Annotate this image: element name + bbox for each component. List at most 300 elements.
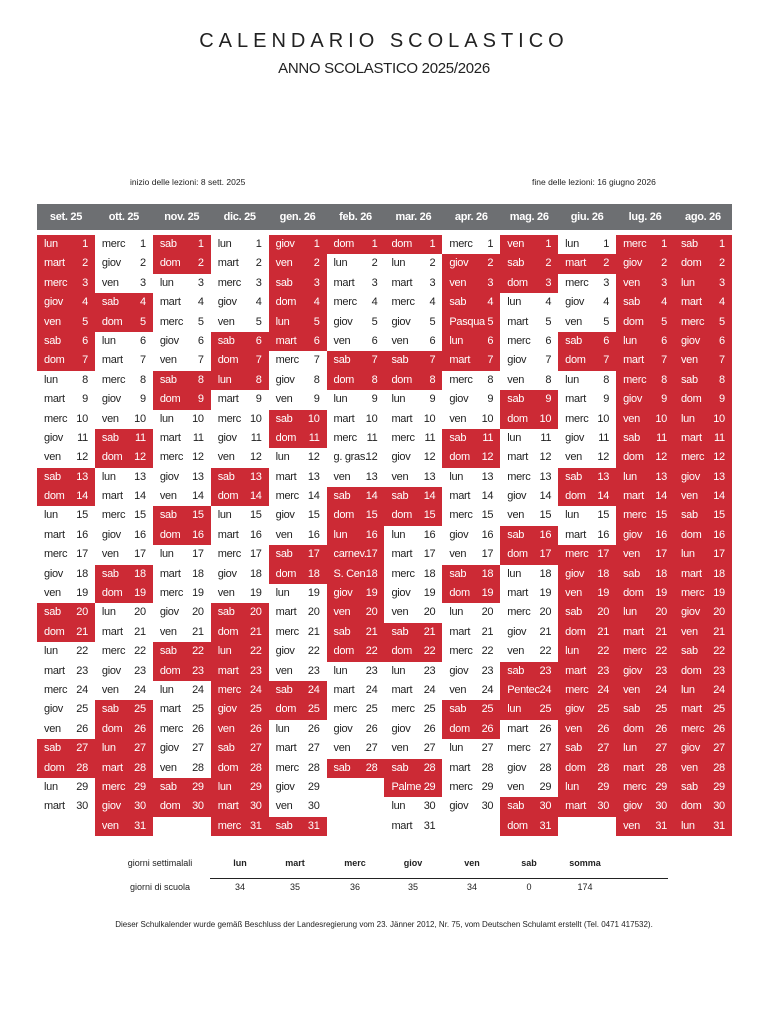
weekday-label: lun bbox=[391, 800, 406, 813]
day-number: 31 bbox=[713, 819, 725, 832]
day-number: 19 bbox=[655, 587, 667, 600]
day-cell bbox=[500, 681, 558, 700]
weekday-label: dom bbox=[623, 587, 644, 600]
day-number: 6 bbox=[429, 334, 436, 347]
day-number: 19 bbox=[597, 587, 610, 600]
day-cell bbox=[153, 720, 211, 739]
weekday-label: ven bbox=[507, 780, 525, 793]
day-number: 13 bbox=[423, 470, 436, 483]
day-number: 6 bbox=[661, 334, 667, 347]
day-cell bbox=[384, 332, 442, 351]
weekday-label: giov bbox=[680, 470, 700, 483]
day-number: 15 bbox=[597, 509, 610, 522]
day-number: 4 bbox=[371, 296, 378, 309]
day-cell bbox=[674, 817, 732, 836]
day-cell bbox=[153, 642, 211, 661]
weekday-label: mart bbox=[44, 393, 65, 406]
weekday-label: dom bbox=[333, 238, 355, 250]
day-number: 24 bbox=[539, 683, 552, 696]
weekday-label: giov bbox=[565, 703, 585, 716]
weekday-label: sab bbox=[449, 296, 467, 309]
weekday-label: dom bbox=[623, 315, 644, 328]
weekday-label: lun bbox=[623, 606, 637, 619]
month-header: apr. 26 bbox=[454, 211, 488, 223]
day-number: 8 bbox=[313, 373, 320, 386]
month-column bbox=[37, 235, 95, 836]
day-number: 23 bbox=[423, 664, 436, 677]
day-cell bbox=[442, 797, 500, 816]
day-number: 18 bbox=[76, 567, 88, 580]
day-number: 23 bbox=[249, 664, 262, 677]
day-number: 24 bbox=[365, 683, 378, 696]
day-cell bbox=[269, 797, 327, 816]
weekday-label: ven bbox=[449, 683, 467, 696]
day-number: 26 bbox=[365, 722, 378, 735]
weekday-label: giov bbox=[44, 567, 63, 580]
month-column bbox=[500, 235, 558, 836]
day-number: 17 bbox=[597, 548, 610, 561]
day-number: 1 bbox=[82, 238, 88, 250]
day-cell bbox=[616, 797, 674, 816]
weekday-label: merc bbox=[449, 509, 473, 522]
day-cell bbox=[558, 506, 616, 525]
day-cell bbox=[269, 662, 327, 681]
weekday-label: dom bbox=[507, 548, 528, 561]
day-number: 24 bbox=[481, 683, 494, 696]
weekday-label: lun bbox=[217, 373, 232, 386]
day-cell bbox=[95, 526, 153, 545]
day-number: 22 bbox=[539, 645, 552, 658]
day-cell bbox=[674, 584, 732, 603]
weekday-label: merc bbox=[507, 606, 531, 619]
day-number: 26 bbox=[713, 722, 725, 735]
weekday-label: lun bbox=[101, 742, 116, 755]
weekday-label: dom bbox=[101, 315, 123, 328]
month-column bbox=[616, 235, 674, 836]
day-cell bbox=[37, 720, 95, 739]
day-number: 9 bbox=[313, 393, 320, 406]
weekday-label: ven bbox=[275, 528, 293, 541]
weekday-label: mart bbox=[623, 354, 644, 367]
weekday-label: lun bbox=[391, 528, 406, 541]
day-number: 3 bbox=[371, 276, 378, 289]
weekday-label: dom bbox=[507, 276, 528, 289]
day-number: 25 bbox=[481, 703, 494, 716]
day-number: 10 bbox=[192, 412, 204, 425]
day-number: 29 bbox=[539, 780, 552, 793]
weekday-label: lun bbox=[680, 276, 695, 289]
day-cell bbox=[95, 720, 153, 739]
weekday-label: lun bbox=[391, 664, 406, 677]
day-number: 7 bbox=[197, 354, 204, 367]
day-cell bbox=[442, 526, 500, 545]
weekday-label: dom bbox=[565, 761, 586, 774]
day-cell bbox=[558, 332, 616, 351]
weekday-label: dom bbox=[391, 509, 412, 522]
weekday-label: merc bbox=[101, 780, 126, 793]
weekday-label: giov bbox=[680, 606, 700, 619]
day-number: 25 bbox=[307, 703, 320, 716]
weekday-label: dom bbox=[333, 645, 355, 658]
weekday-label: merc bbox=[680, 315, 705, 328]
day-cell bbox=[153, 545, 211, 564]
day-cell bbox=[442, 235, 500, 254]
day-cell bbox=[500, 623, 558, 642]
day-number: 12 bbox=[713, 451, 725, 464]
weekday-label: mart bbox=[275, 470, 297, 483]
day-number: 6 bbox=[487, 334, 494, 347]
weekday-label: sab bbox=[159, 238, 177, 250]
day-cell bbox=[558, 254, 616, 273]
weekday-label: giov bbox=[44, 296, 63, 309]
day-number: 5 bbox=[313, 315, 320, 328]
day-number: 27 bbox=[539, 742, 552, 755]
day-cell bbox=[558, 603, 616, 622]
day-number: 2 bbox=[487, 257, 494, 270]
day-number: 19 bbox=[134, 587, 146, 600]
day-number: 6 bbox=[603, 334, 610, 347]
day-cell bbox=[269, 468, 327, 487]
day-number: 28 bbox=[713, 761, 725, 774]
day-number: 14 bbox=[481, 490, 494, 503]
day-number: 27 bbox=[365, 742, 378, 755]
weekday-label: g. gras. bbox=[333, 451, 368, 464]
day-cell bbox=[384, 817, 442, 836]
day-number: 10 bbox=[481, 412, 494, 425]
weekday-label: mart bbox=[449, 761, 471, 774]
day-cell bbox=[616, 623, 674, 642]
day-cell bbox=[442, 720, 500, 739]
day-number: 3 bbox=[545, 276, 552, 289]
month-column bbox=[327, 235, 385, 836]
weekday-label: giov bbox=[275, 373, 295, 386]
day-number: 22 bbox=[481, 645, 494, 658]
weekday-label: ven bbox=[101, 276, 119, 289]
weekday-label: dom bbox=[159, 257, 181, 270]
day-cell bbox=[500, 603, 558, 622]
day-cell bbox=[37, 448, 95, 467]
day-number: 9 bbox=[545, 393, 552, 406]
stats-header-5: sab bbox=[521, 858, 537, 868]
weekday-label: mart bbox=[217, 528, 239, 541]
day-number: 11 bbox=[192, 431, 204, 444]
weekday-label: dom bbox=[275, 567, 297, 580]
weekday-label: merc bbox=[275, 761, 299, 774]
weekday-label: sab bbox=[680, 645, 698, 658]
day-cell bbox=[153, 681, 211, 700]
day-number: 25 bbox=[192, 703, 204, 716]
weekday-label: merc bbox=[565, 412, 589, 425]
weekday-label: sab bbox=[275, 683, 293, 696]
weekday-label: giov bbox=[159, 334, 179, 347]
day-number: 31 bbox=[249, 819, 262, 832]
weekday-label: sab bbox=[101, 296, 119, 309]
day-number: 16 bbox=[365, 528, 378, 541]
day-number: 20 bbox=[539, 606, 552, 619]
day-cell bbox=[384, 351, 442, 370]
day-cell bbox=[153, 565, 211, 584]
weekday-label: lun bbox=[217, 509, 232, 522]
weekday-label: giov bbox=[217, 567, 237, 580]
day-cell bbox=[442, 351, 500, 370]
day-cell bbox=[674, 293, 732, 312]
day-number: 30 bbox=[655, 800, 667, 813]
weekday-label: sab bbox=[507, 800, 525, 813]
day-cell bbox=[384, 448, 442, 467]
weekday-label: dom bbox=[623, 451, 644, 464]
weekday-label: ven bbox=[391, 334, 409, 347]
weekday-label: giov bbox=[507, 625, 527, 638]
weekday-label: merc bbox=[101, 238, 126, 250]
day-number: 19 bbox=[192, 587, 204, 600]
day-number: 3 bbox=[719, 276, 725, 289]
day-number: 20 bbox=[134, 606, 146, 619]
day-cell bbox=[95, 235, 153, 254]
day-number: 13 bbox=[481, 470, 494, 483]
day-cell bbox=[95, 797, 153, 816]
day-cell bbox=[327, 739, 385, 758]
weekday-label: mart bbox=[44, 800, 65, 813]
weekday-label: sab bbox=[680, 238, 698, 250]
day-number: 14 bbox=[134, 490, 146, 503]
day-cell bbox=[674, 448, 732, 467]
day-number: 27 bbox=[597, 742, 610, 755]
day-cell bbox=[674, 429, 732, 448]
day-number: 16 bbox=[597, 528, 610, 541]
day-cell bbox=[616, 739, 674, 758]
day-cell bbox=[95, 351, 153, 370]
day-number: 10 bbox=[307, 412, 320, 425]
month-column bbox=[153, 235, 211, 836]
day-cell bbox=[500, 642, 558, 661]
month-column bbox=[442, 235, 500, 836]
day-cell bbox=[153, 235, 211, 254]
weekday-label: giov bbox=[275, 780, 295, 793]
day-cell bbox=[327, 720, 385, 739]
weekday-label: merc bbox=[44, 276, 68, 289]
day-cell bbox=[442, 429, 500, 448]
weekday-label: sab bbox=[391, 354, 409, 367]
day-number: 2 bbox=[661, 257, 667, 270]
weekday-label: mart bbox=[507, 722, 529, 735]
day-number: 2 bbox=[139, 257, 146, 270]
month-header: set. 25 bbox=[49, 211, 83, 223]
day-cell bbox=[500, 720, 558, 739]
day-number: 19 bbox=[76, 587, 88, 600]
day-number: 8 bbox=[429, 373, 436, 386]
day-number: 5 bbox=[82, 315, 88, 328]
weekday-label: mart bbox=[101, 354, 123, 367]
day-cell bbox=[327, 371, 385, 390]
day-cell bbox=[384, 390, 442, 409]
page-title: CALENDARIO SCOLASTICO bbox=[199, 30, 569, 52]
weekday-label: ven bbox=[101, 683, 119, 696]
weekday-label: merc bbox=[449, 645, 473, 658]
day-cell bbox=[384, 313, 442, 332]
day-cell bbox=[153, 487, 211, 506]
day-cell bbox=[616, 390, 674, 409]
day-number: 15 bbox=[481, 509, 494, 522]
weekday-label: lun bbox=[217, 780, 232, 793]
day-cell bbox=[442, 506, 500, 525]
day-number: 6 bbox=[719, 334, 725, 347]
day-number: 29 bbox=[76, 780, 88, 793]
day-cell bbox=[500, 778, 558, 797]
day-cell bbox=[269, 817, 327, 836]
weekday-label: dom bbox=[449, 451, 470, 464]
day-cell bbox=[211, 468, 269, 487]
day-number: 21 bbox=[76, 625, 88, 638]
day-number: 21 bbox=[655, 625, 667, 638]
day-number: 29 bbox=[249, 780, 262, 793]
day-cell bbox=[211, 313, 269, 332]
weekday-label: sab bbox=[159, 373, 177, 386]
day-cell bbox=[327, 506, 385, 525]
weekday-label: sab bbox=[275, 819, 293, 832]
weekday-label: giov bbox=[391, 587, 411, 600]
day-number: 15 bbox=[713, 509, 725, 522]
day-number: 8 bbox=[545, 373, 552, 386]
weekday-label: dom bbox=[159, 528, 181, 541]
day-number: 10 bbox=[249, 412, 262, 425]
day-cell bbox=[558, 410, 616, 429]
day-number: 5 bbox=[139, 315, 146, 328]
weekday-label: dom bbox=[217, 354, 239, 367]
day-number: 23 bbox=[192, 664, 204, 677]
day-number: 12 bbox=[539, 451, 552, 464]
weekday-label: sab bbox=[275, 276, 293, 289]
stats-header-6: somma bbox=[569, 858, 601, 868]
day-number: 22 bbox=[134, 645, 146, 658]
day-number: 3 bbox=[313, 276, 320, 289]
day-number: 12 bbox=[423, 451, 436, 464]
day-cell bbox=[211, 351, 269, 370]
weekday-label: lun bbox=[101, 334, 116, 347]
weekday-label: ven bbox=[623, 548, 640, 561]
day-cell bbox=[37, 313, 95, 332]
weekday-label: ven bbox=[680, 625, 698, 638]
weekday-label: merc bbox=[623, 645, 647, 658]
day-cell bbox=[95, 545, 153, 564]
day-number: 15 bbox=[134, 509, 146, 522]
day-number: 1 bbox=[371, 238, 378, 250]
day-number: 22 bbox=[249, 645, 262, 658]
day-cell bbox=[153, 526, 211, 545]
month-column bbox=[558, 235, 616, 836]
day-cell bbox=[558, 565, 616, 584]
day-number: 17 bbox=[655, 548, 667, 561]
day-number: 27 bbox=[249, 742, 262, 755]
weekday-label: lun bbox=[275, 587, 290, 600]
weekday-label: sab bbox=[217, 606, 235, 619]
day-number: 27 bbox=[481, 742, 494, 755]
day-number: 25 bbox=[249, 703, 262, 716]
day-number: 11 bbox=[598, 431, 610, 444]
day-number: 2 bbox=[603, 257, 610, 270]
weekday-label: mart bbox=[275, 606, 297, 619]
day-cell bbox=[211, 274, 269, 293]
weekday-label: giov bbox=[391, 315, 411, 328]
day-cell bbox=[558, 390, 616, 409]
weekday-label: mart bbox=[680, 296, 702, 309]
weekday-label: merc bbox=[217, 412, 241, 425]
day-cell bbox=[384, 545, 442, 564]
day-cell bbox=[558, 526, 616, 545]
weekday-label: lun bbox=[680, 819, 695, 832]
weekday-label: ven bbox=[680, 761, 698, 774]
weekday-label: dom bbox=[623, 722, 644, 735]
day-number: 28 bbox=[597, 761, 610, 774]
day-number: 17 bbox=[423, 548, 436, 561]
start-date-label: inizio delle lezioni: 8 sett. 2025 bbox=[130, 177, 246, 187]
day-cell bbox=[442, 313, 500, 332]
day-cell bbox=[674, 506, 732, 525]
day-cell bbox=[95, 700, 153, 719]
day-cell bbox=[500, 254, 558, 273]
day-cell bbox=[95, 254, 153, 273]
day-cell bbox=[211, 235, 269, 254]
day-number: 15 bbox=[76, 509, 88, 522]
day-number: 3 bbox=[661, 276, 667, 289]
day-number: 27 bbox=[192, 742, 204, 755]
day-cell bbox=[442, 584, 500, 603]
day-number: 16 bbox=[76, 528, 88, 541]
day-cell bbox=[500, 448, 558, 467]
day-cell bbox=[327, 642, 385, 661]
day-number: 24 bbox=[307, 683, 320, 696]
weekday-label: merc bbox=[159, 315, 184, 328]
day-cell bbox=[442, 468, 500, 487]
month-column bbox=[95, 235, 153, 836]
day-number: 11 bbox=[77, 431, 88, 444]
day-cell bbox=[95, 429, 153, 448]
day-cell bbox=[95, 506, 153, 525]
weekday-label: mart bbox=[680, 567, 702, 580]
day-number: 15 bbox=[249, 509, 262, 522]
day-cell bbox=[153, 371, 211, 390]
day-cell bbox=[558, 797, 616, 816]
weekday-label: lun bbox=[449, 742, 464, 755]
day-number: 20 bbox=[249, 606, 262, 619]
day-cell bbox=[269, 642, 327, 661]
day-cell bbox=[37, 506, 95, 525]
day-number: 21 bbox=[307, 625, 320, 638]
day-cell bbox=[327, 274, 385, 293]
day-number: 7 bbox=[313, 354, 320, 367]
day-cell bbox=[37, 390, 95, 409]
day-cell bbox=[269, 506, 327, 525]
weekday-label: sab bbox=[507, 257, 525, 270]
day-number: 8 bbox=[255, 373, 262, 386]
weekday-label: ven bbox=[391, 470, 409, 483]
weekday-label: mart bbox=[391, 819, 413, 832]
day-number: 9 bbox=[255, 393, 262, 406]
day-number: 15 bbox=[539, 509, 552, 522]
day-number: 27 bbox=[307, 742, 320, 755]
weekday-label: dom bbox=[333, 373, 355, 386]
day-cell bbox=[269, 720, 327, 739]
day-number: 4 bbox=[719, 296, 725, 309]
day-number: 8 bbox=[197, 373, 204, 386]
weekday-label: sab bbox=[680, 780, 698, 793]
weekday-label: ven bbox=[333, 606, 351, 619]
day-cell bbox=[442, 700, 500, 719]
weekday-label: merc bbox=[44, 412, 68, 425]
day-number: 11 bbox=[656, 431, 667, 444]
day-number: 3 bbox=[139, 276, 146, 289]
day-number: 7 bbox=[661, 354, 667, 367]
day-number: 28 bbox=[134, 761, 146, 774]
